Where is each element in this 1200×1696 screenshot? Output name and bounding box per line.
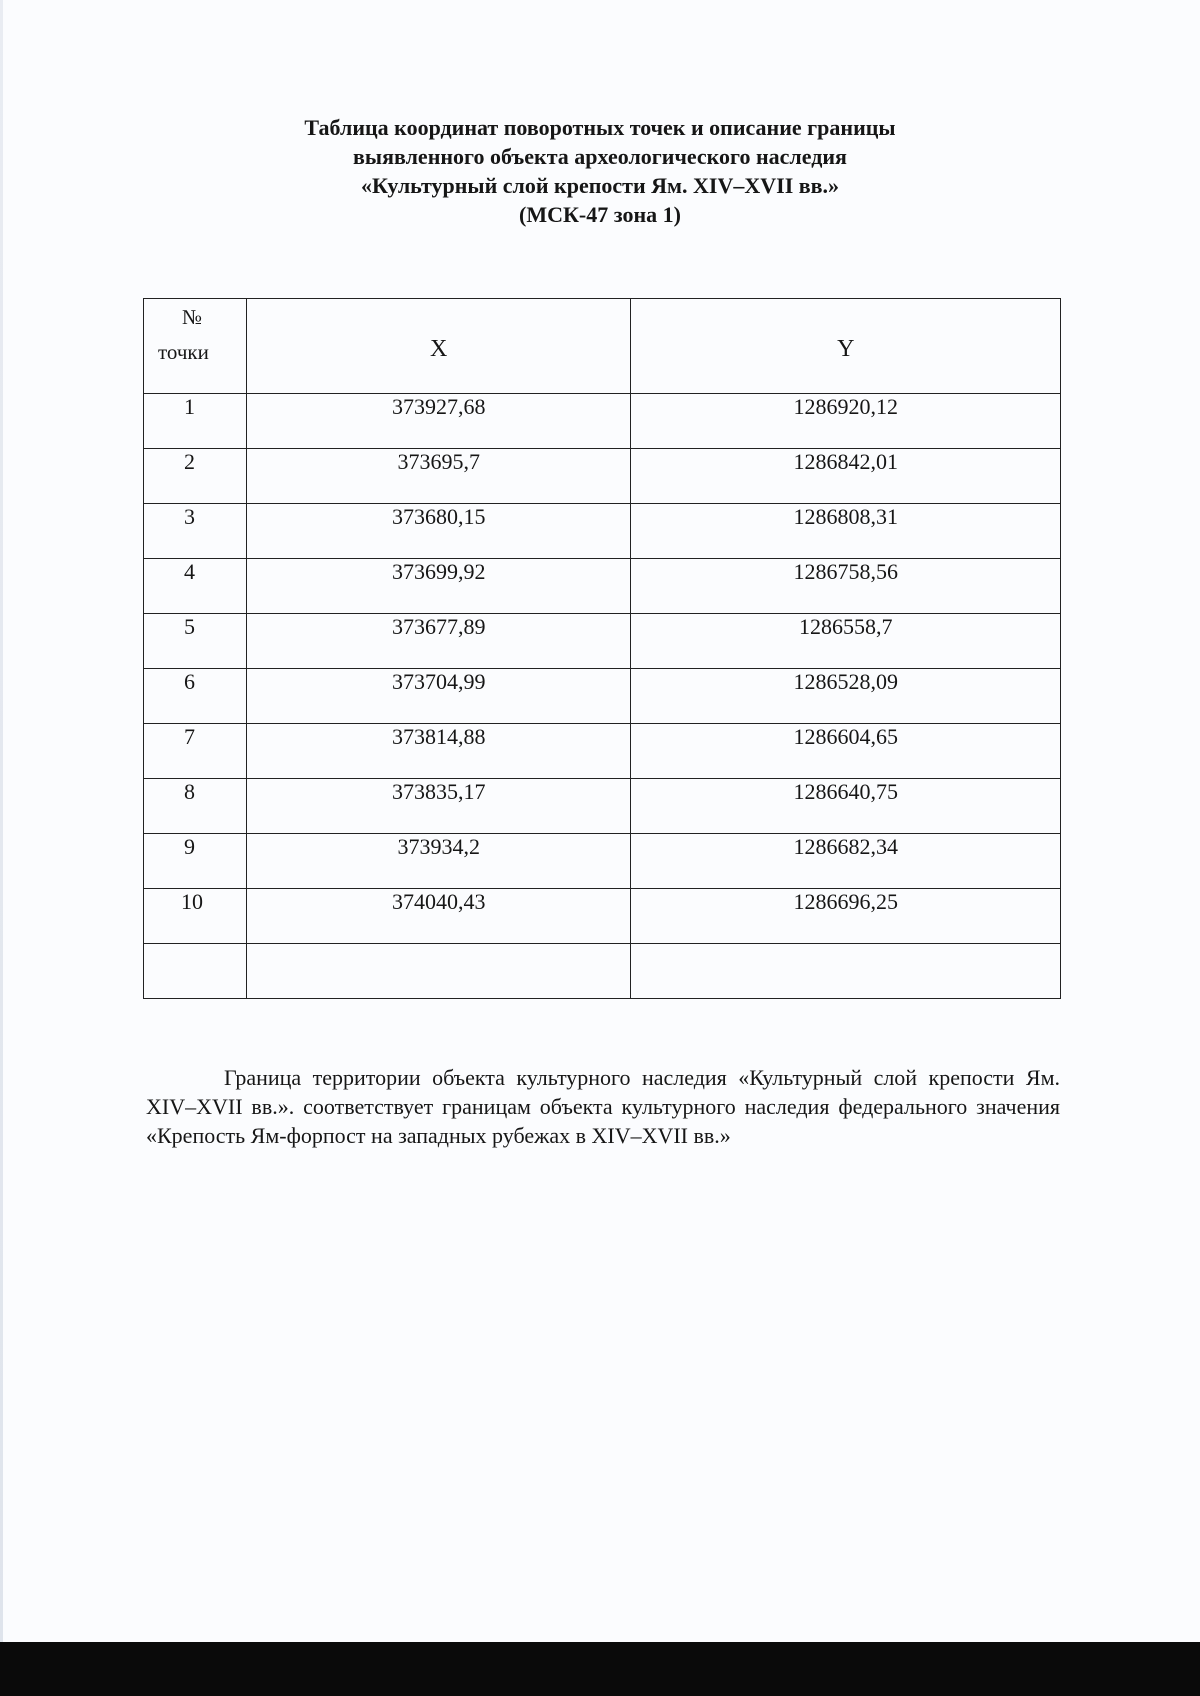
point-number-cell: 3 [144, 504, 247, 559]
table-row [144, 834, 1061, 889]
title-line-1: Таблица координат поворотных точек и описание границы [304, 115, 896, 140]
y-cell: 1286558,7 [631, 614, 1061, 669]
x-cell [246, 944, 631, 999]
x-cell: 373695,7 [246, 449, 631, 504]
y-cell: 1286842,01 [631, 449, 1061, 504]
point-number-cell: 7 [144, 724, 247, 779]
header-y: Y [631, 299, 1061, 394]
y-cell: 1286696,25 [631, 889, 1061, 944]
y-cell [631, 944, 1061, 999]
point-number-cell: 2 [144, 449, 247, 504]
table-row-empty [144, 944, 1061, 999]
y-cell: 1286808,31 [631, 504, 1061, 559]
y-cell: 1286682,34 [631, 834, 1061, 889]
header-point-word: точки [158, 340, 209, 364]
boundary-description-text: Граница территории объекта культурного наследия «Культурный слой крепости Ям. XIV–XVII вв.». соответствует границам объекта культурного наследия федерального значения «Крепость Ям-форпост на западных рубежах в XIV–XVII вв.» [146, 1065, 1060, 1148]
point-number-cell: 10 [144, 889, 247, 944]
title-line-3: «Культурный слой крепости Ям. XIV–XVII вв.» [360, 173, 840, 198]
title-line-4: (МСК-47 зона 1) [519, 202, 681, 227]
title-line-2: выявленного объекта археологического наследия [353, 144, 847, 169]
x-cell: 374040,43 [246, 889, 631, 944]
scan-bottom-border [0, 1642, 1200, 1696]
table-row [144, 889, 1061, 944]
table-row [144, 504, 1061, 559]
table-row [144, 779, 1061, 834]
y-cell: 1286528,09 [631, 669, 1061, 724]
x-cell: 373704,99 [246, 669, 631, 724]
x-cell: 373680,15 [246, 504, 631, 559]
table-row [144, 614, 1061, 669]
header-x: X [246, 299, 631, 394]
point-number-cell: 8 [144, 779, 247, 834]
point-number-cell [144, 944, 247, 999]
table-row [144, 559, 1061, 614]
boundary-description [146, 1063, 1060, 1150]
table-row [144, 724, 1061, 779]
x-cell: 373699,92 [246, 559, 631, 614]
x-cell: 373814,88 [246, 724, 631, 779]
point-number-cell: 5 [144, 614, 247, 669]
scan-edge [0, 0, 3, 1642]
table-row [144, 669, 1061, 724]
point-number-cell: 9 [144, 834, 247, 889]
table-row [144, 394, 1061, 449]
point-number-cell: 6 [144, 669, 247, 724]
y-cell: 1286758,56 [631, 559, 1061, 614]
x-cell: 373835,17 [246, 779, 631, 834]
header-number-sign: № [182, 305, 203, 329]
y-cell: 1286920,12 [631, 394, 1061, 449]
document-title [140, 113, 1060, 229]
x-cell: 373677,89 [246, 614, 631, 669]
point-number-cell: 4 [144, 559, 247, 614]
table-header-row [144, 299, 1061, 394]
table-row [144, 449, 1061, 504]
x-cell: 373927,68 [246, 394, 631, 449]
x-cell: 373934,2 [246, 834, 631, 889]
y-cell: 1286640,75 [631, 779, 1061, 834]
coordinates-table [143, 298, 1061, 999]
point-number-cell: 1 [144, 394, 247, 449]
y-cell: 1286604,65 [631, 724, 1061, 779]
header-point-number [144, 299, 247, 394]
